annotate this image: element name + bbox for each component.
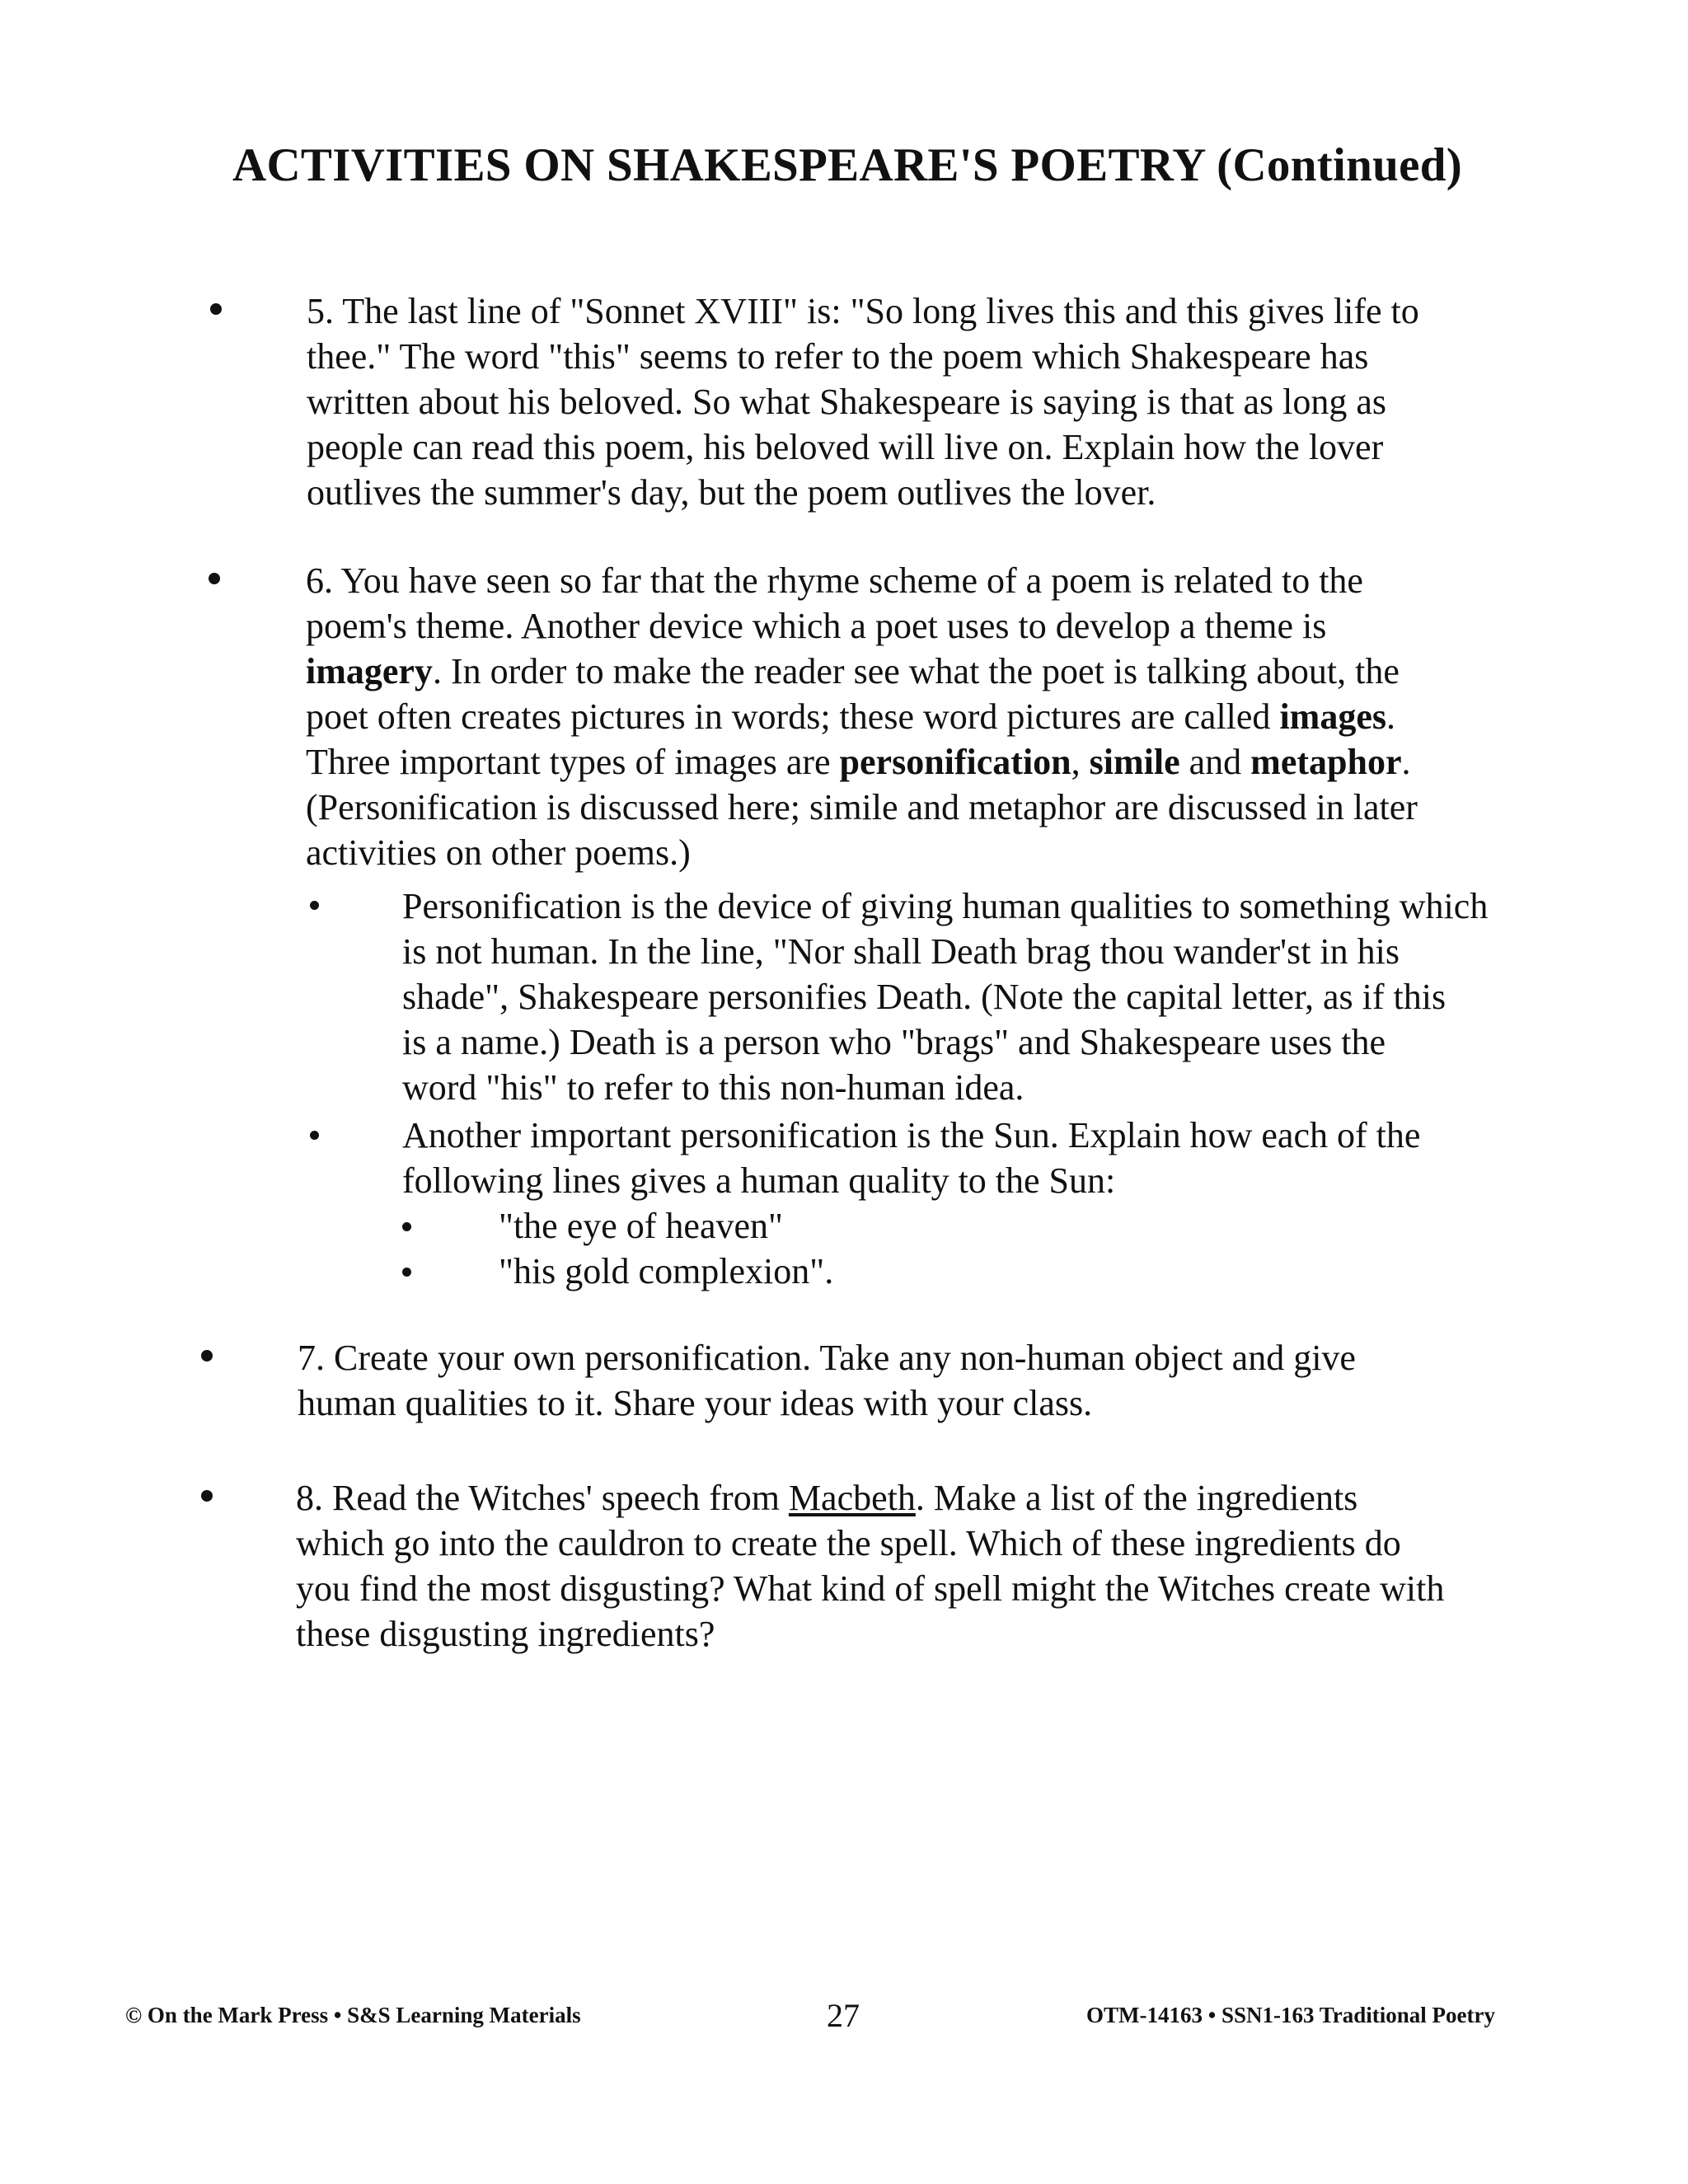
activity-6-line: 6. You have seen so far that the rhyme scheme of a poem is related to the	[306, 560, 1363, 601]
page-title: ACTIVITIES ON SHAKESPEARE'S POETRY (Continued)	[232, 139, 1463, 191]
bullet-activity-5	[210, 303, 222, 315]
activity-8	[296, 1475, 1444, 1657]
activity-6	[306, 558, 1418, 875]
sub-item-line: is not human. In the line, "Nor shall Death brag thou wander'st in his	[402, 931, 1400, 972]
activity-5-line: 5. The last line of "Sonnet XVIII" is: "So long lives this and this gives life to	[307, 291, 1419, 331]
footer-catalog: OTM-14163 • SSN1-163 Traditional Poetry	[1086, 2003, 1495, 2027]
quote-eye-of-heaven: "the eye of heaven"	[499, 1206, 783, 1246]
sub-item-line: following lines gives a human quality to the Sun:	[402, 1160, 1116, 1201]
sub-bullet-quote	[402, 1268, 411, 1277]
sub-item-line: word "his" to refer to this non-human idea.	[402, 1067, 1025, 1108]
term-simile: simile	[1089, 742, 1180, 782]
sub-bullet-quote	[402, 1222, 411, 1231]
title-macbeth: Macbeth	[788, 1478, 916, 1518]
activity-5-line: written about his beloved. So what Shakespeare is saying is that as long as	[307, 382, 1386, 422]
activity-6-sub-personification	[402, 883, 1488, 1110]
sub-bullet-personification	[310, 901, 319, 910]
footer-publisher: © On the Mark Press • S&S Learning Materials	[125, 2003, 581, 2027]
term-metaphor: metaphor	[1250, 742, 1402, 782]
activity-7-line: human qualities to it. Share your ideas with your class.	[298, 1383, 1093, 1423]
page-number: 27	[827, 1997, 860, 2034]
sub-bullet-sun	[310, 1131, 319, 1140]
bullet-activity-6	[209, 573, 220, 584]
term-images: images	[1279, 696, 1386, 737]
activity-6-line: imagery. In order to make the reader see what the poet is talking about, the	[306, 651, 1400, 691]
activity-6-sub-sun	[402, 1113, 1420, 1203]
activity-6-line: poem's theme. Another device which a poet uses to develop a theme is	[306, 606, 1327, 646]
activity-8-line: these disgusting ingredients?	[296, 1614, 715, 1654]
activity-6-line: Three important types of images are personification, simile and metaphor.	[306, 742, 1411, 782]
activity-7-line: 7. Create your own personification. Take any non-human object and give	[298, 1338, 1356, 1378]
sub-item-line: Another important personification is the Sun. Explain how each of the	[402, 1115, 1421, 1155]
bullet-activity-7	[201, 1350, 213, 1361]
activity-6-line: (Personification is discussed here; simile and metaphor are discussed in later	[306, 787, 1418, 827]
sub-item-line: is a name.) Death is a person who "brags" and Shakespeare uses the	[402, 1022, 1386, 1062]
quote-gold-complexion: "his gold complexion".	[499, 1251, 834, 1291]
activity-8-line: which go into the cauldron to create the spell. Which of these ingredients do	[296, 1523, 1401, 1563]
activity-8-line: 8. Read the Witches' speech from Macbeth. Make a list of the ingredients	[296, 1478, 1358, 1518]
bullet-activity-8	[201, 1490, 213, 1502]
activity-5-line: people can read this poem, his beloved will live on. Explain how the lover	[307, 427, 1384, 467]
activity-5	[307, 288, 1419, 515]
term-imagery: imagery	[306, 651, 433, 691]
activity-5-line: thee." The word "this" seems to refer to the poem which Shakespeare has	[307, 336, 1369, 377]
activity-6-line: poet often creates pictures in words; these word pictures are called images.	[306, 696, 1395, 737]
activity-7	[298, 1335, 1356, 1426]
activity-8-line: you find the most disgusting? What kind of spell might the Witches create with	[296, 1568, 1445, 1609]
term-personification: personification	[839, 742, 1071, 782]
activity-5-line: outlives the summer's day, but the poem outlives the lover.	[307, 472, 1156, 513]
sub-item-line: Personification is the device of giving human qualities to something which	[402, 886, 1489, 926]
activity-6-line: activities on other poems.)	[306, 832, 691, 873]
sub-item-line: shade", Shakespeare personifies Death. (Note the capital letter, as if this	[402, 977, 1447, 1017]
